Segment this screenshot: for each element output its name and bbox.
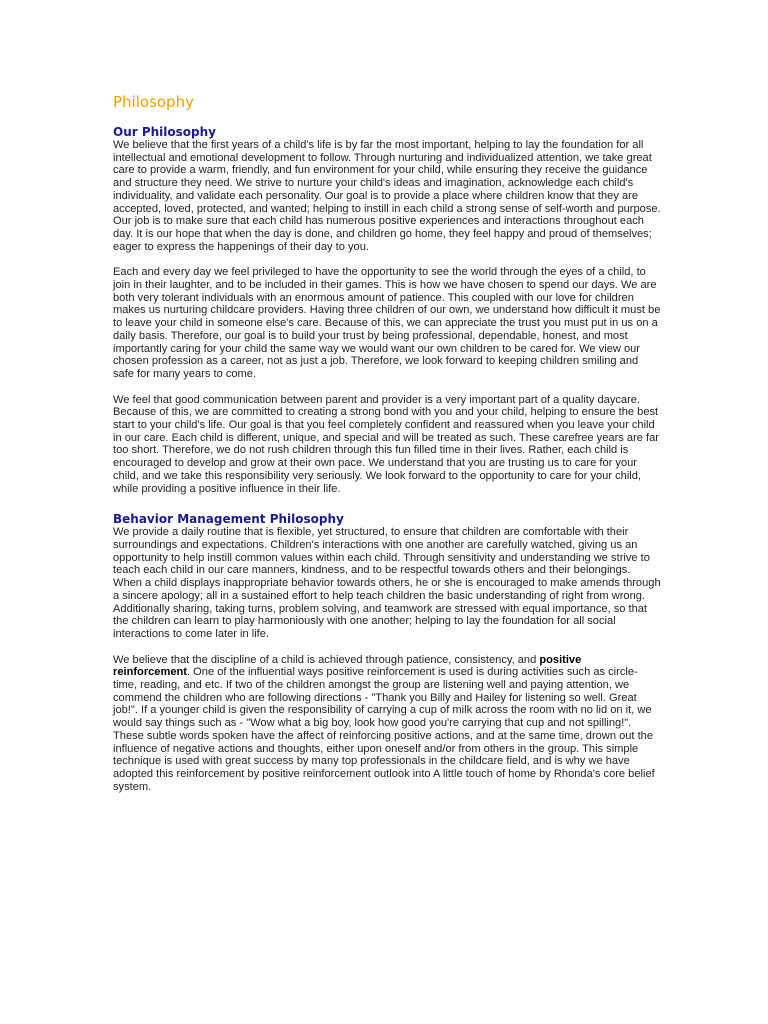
section-heading-our-philosophy: Our Philosophy	[113, 125, 216, 139]
positive-reinforcement-emphasis: positive reinforcement	[113, 653, 582, 679]
paragraph-behavior-2	[113, 654, 661, 794]
paragraph-our-philosophy-1: We believe that the first years of a child's life is by far the most important, helping to lay the foundation for all intellectual and emotional development to follow. Through nurturing and individualized attention, we take great care to provide a warm, friendly, and fun environment for your child, while ensuring they receive the guidance and structure they need. We strive to nurture your child's ideas and imagination, acknowledge each child's individuality, and validate each personality. Our goal is to provide a place where children know that they are accepted, loved, protected, and wanted; helping to instill in each child a strong sense of self-worth and purpose. Our job is to make sure that each child has numerous positive experiences and interactions throughout each day. It is our hope that when the day is done, and children go home, they feel happy and proud of themselves; eager to express the happenings of their day to you.	[113, 139, 661, 253]
section-behavior-management	[113, 512, 661, 793]
paragraph-behavior-2-rest: . One of the influential ways positive reinforcement is used is during activities such as circle-time, reading, and etc. If two of the children amongst the group are listening well and paying attention, we commend the children who are following directions - "Thank you Billy and Hailey for listening so well. Great job!". If a younger child is given the responsibility of carrying a cup of milk across the room with no lid on it, we would say things such as - "Wow what a big boy, look how good you're carrying that cup and not spilling!". These subtle words spoken have the affect of reinforcing positive actions, and at the same time, drown out the influence of negative actions and thoughts, either upon oneself and/or from others in the group. This simple technique is used with great success by many top professionals in the childcare field, and is why we have adopted this reinforcement by positive reinforcement outlook into A little touch of home by Rhonda's core belief system.	[113, 666, 655, 793]
section-our-philosophy	[113, 125, 661, 495]
paragraph-our-philosophy-2: Each and every day we feel privileged to have the opportunity to see the world through the eyes of a child, to join in their laughter, and to be included in their games. This is how we have chosen to spend our days. We are both very tolerant individuals with an enormous amount of patience. This coupled with our love for children makes us nurturing childcare providers. Having three children of our own, we understand how difficult it must be to leave your child in someone else's care. Because of this, we can appreciate the trust you must put in us on a daily basis. Therefore, our goal is to build your trust by being professional, dependable, honest, and most importantly caring for your child the same way we would want our own children to be cared for. We view our chosen profession as a career, not as just a job. Therefore, we look forward to keeping children smiling and safe for many years to come.	[113, 266, 661, 380]
page-title: Philosophy	[113, 93, 194, 111]
section-heading-behavior-management: Behavior Management Philosophy	[113, 512, 344, 527]
paragraph-behavior-2-start: We believe that the discipline of a child is achieved through patience, consistency, and	[113, 653, 540, 666]
paragraph-our-philosophy-3: We feel that good communication between parent and provider is a very important part of a quality daycare. Because of this, we are committed to creating a strong bond with you and your child, helping to ensure the best start to your child's life. Our goal is that you feel completely confident and reassured when you leave your child in our care. Each child is different, unique, and special and will be treated as such. These carefree years are far too short. Therefore, we do not rush children through this fun filled time in their lives. Rather, each child is encouraged to develop and grow at their own pace. We understand that you are trusting us to care for your child, and we take this responsibility very seriously. We look forward to the opportunity to care for your child, while providing a positive influence in their life.	[113, 393, 659, 495]
document-page	[113, 92, 661, 806]
paragraph-behavior-1: We provide a daily routine that is flexible, yet structured, to ensure that children are comfortable with their surroundings and expectations. Children's interactions with one another are carefully watched, giving us an opportunity to help instill common values within each child. Through sensitivity and understanding we strive to teach each child in our care manners, kindness, and to be respectful towards others and their belongings. When a child displays inappropriate behavior towards others, he or she is encouraged to make amends through a sincere apology; all in a sustained effort to help teach children the basic understanding of right from wrong. Additionally sharing, taking turns, problem solving, and teamwork are stressed with equal importance, so that the children can learn to play harmoniously with one another; helping to lay the foundation for all social interactions to come later in life.	[113, 526, 661, 640]
